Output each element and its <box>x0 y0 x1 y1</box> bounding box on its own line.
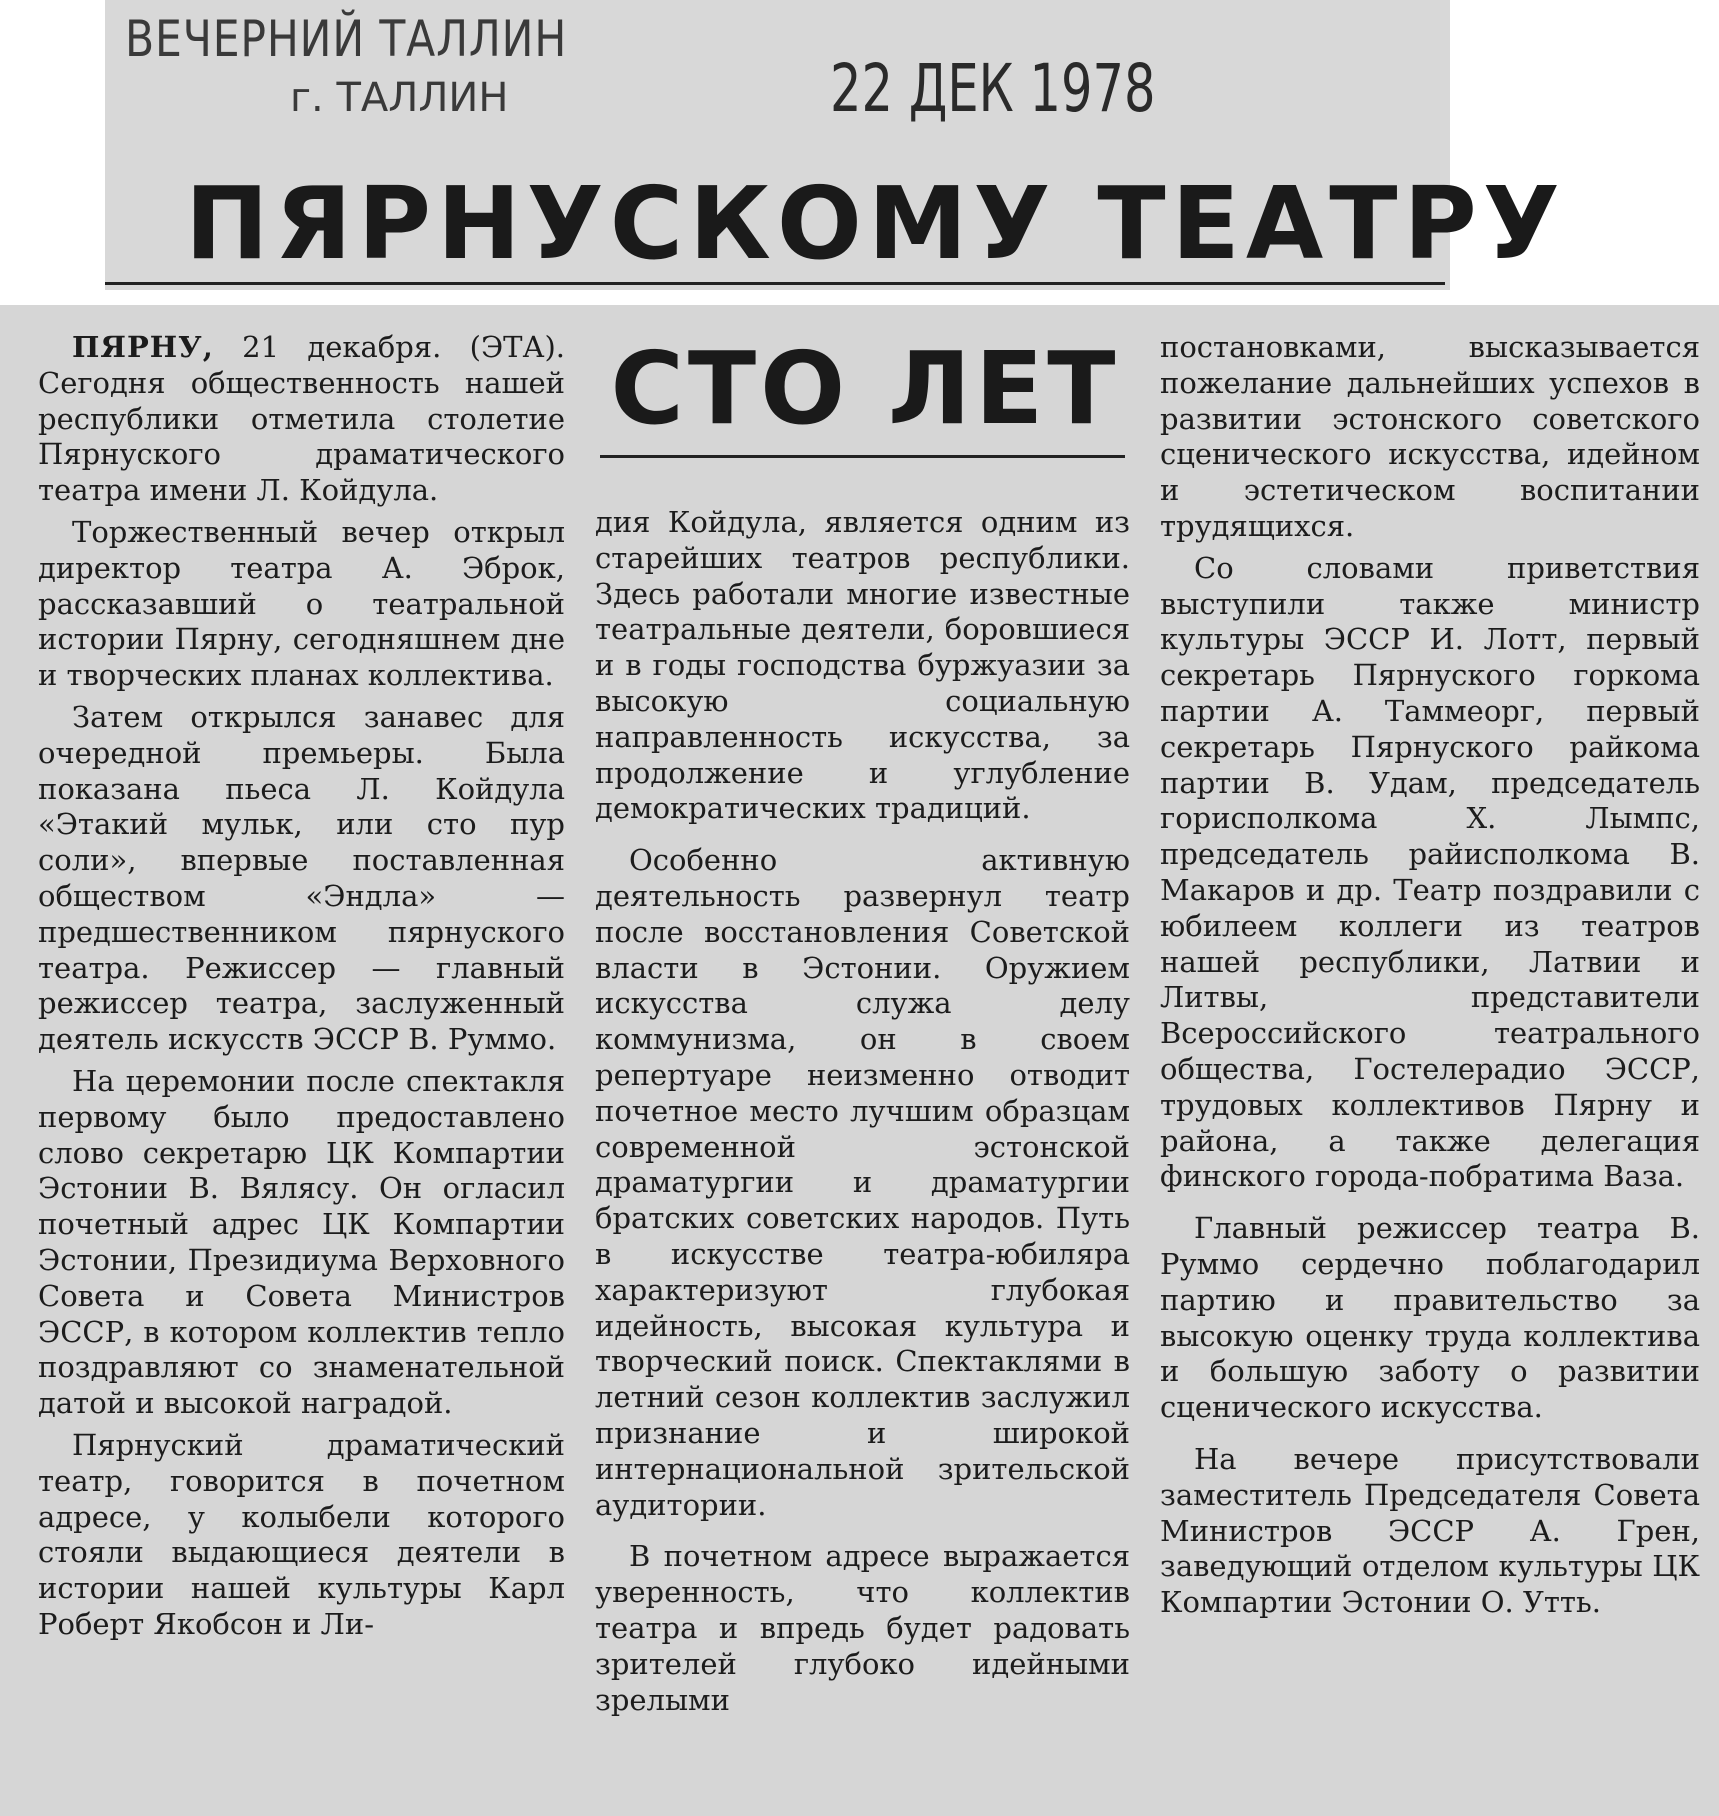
paragraph: дия Койдула, является одним из старейших театров республики. Здесь работали многие известные театральные деятели, боровшиеся и в годы господства буржуазии за высокую социальную направленность искусства, за продолжение и углубление демократических традиций. <box>595 505 1130 826</box>
dateline: ПЯРНУ, <box>72 330 214 364</box>
paragraph: В почетном адресе выражается уверенность, что коллектив театра и впредь будет радовать зрителей глубоко идейными зрелыми <box>595 1539 1130 1717</box>
paragraph: постановками, высказывается пожелание дальнейших успехов в развитии эстонского советского сценического искусства, идейном и эстетическом воспитании трудящихся. <box>1160 330 1700 543</box>
paragraph <box>38 330 565 509</box>
paragraph: На вечере присутствовали заместитель Председателя Совета Министров ЭССР А. Грен, заведующий отделом культуры ЦК Компартии Эстонии О. Утть. <box>1160 1441 1700 1620</box>
article-column-3 <box>1160 330 1700 1621</box>
paragraph: Особенно активную деятельность развернул театр после восстановления Советской власти в Эстонии. Оружием искусства служа делу коммунизма, он в своем репертуаре неизменно отводит почетное место лучшим образцам современной эстонской драматургии и драматургии братских советских народов. Путь в искусстве театра-юбиляра характеризуют глубокая идейность, высокая культура и творческий поиск. Спектаклями в летний сезон коллектив заслужил признание и широкой интернациональной зрительской аудитории. <box>595 843 1130 1522</box>
newspaper-stamp: ВЕЧЕРНИЙ ТАЛЛИН <box>125 10 568 68</box>
subheadline: СТО ЛЕТ <box>610 330 1120 447</box>
paragraph: Пярнуский драматический театр, говорится в почетном адресе, у колыбели которого стояли выдающиеся деятели в истории нашей культуры Карл Роберт Якобсон и Ли- <box>38 1427 565 1641</box>
date-stamp: 22 ДЕК 1978 <box>830 50 1156 127</box>
article-column-1 <box>38 330 565 1643</box>
paragraph: Затем открылся занавес для очередной премьеры. Была показана пьеса Л. Койдула «Этакий мульк, или сто пур соли», впервые поставленная обществом «Эндла» — предшественником пярнуского театра. Режиссер — главный режиссер театра, заслуженный деятель искусств ЭССР В. Руммо. <box>38 699 565 1057</box>
paragraph-text: 21 декабря. (ЭТА). Сегодня общественность нашей республики отметила столетие Пярнуского драматического театра имени Л. Койдула. <box>38 330 565 508</box>
city-stamp: г. ТАЛЛИН <box>290 75 509 121</box>
paragraph: Главный режиссер театра В. Руммо сердечно поблагодарил партию и правительство за высокую оценку труда коллектива и большую заботу о развитии сценического искусства. <box>1160 1211 1700 1425</box>
article-column-2 <box>595 505 1130 1718</box>
paragraph: Со словами приветствия выступили также министр культуры ЭССР И. Лотт, первый секретарь Пярнуского горкома партии А. Таммеорг, первый секретарь Пярнуского райкома партии В. Удам, председатель горисполкома Х. Лымпс, председатель райисполкома В. Макаров и др. Театр поздравили с юбилеем коллеги из театров нашей республики, Латвии и Литвы, представители Всероссийского театрального общества, Гостелерадио ЭССР, трудовых коллективов Пярну и района, а также делегация финского города-побратима Ваза. <box>1160 550 1700 1194</box>
headline-rule <box>105 282 1445 285</box>
subheadline-rule <box>600 455 1125 458</box>
paragraph: Торжественный вечер открыл директор театра А. Эброк, рассказавший о театральной истории Пярну, сегодняшнем дне и творческих планах коллектива. <box>38 514 565 693</box>
headline: ПЯРНУСКОМУ ТЕАТРУ <box>185 165 1566 282</box>
paragraph: На церемонии после спектакля первому было предоставлено слово секретарю ЦК Компартии Эстонии В. Вялясу. Он огласил почетный адрес ЦК Компартии Эстонии, Президиума Верховного Совета и Совета Министров ЭССР, в котором коллектив тепло поздравляют со знаменательной датой и высокой наградой. <box>38 1063 565 1421</box>
